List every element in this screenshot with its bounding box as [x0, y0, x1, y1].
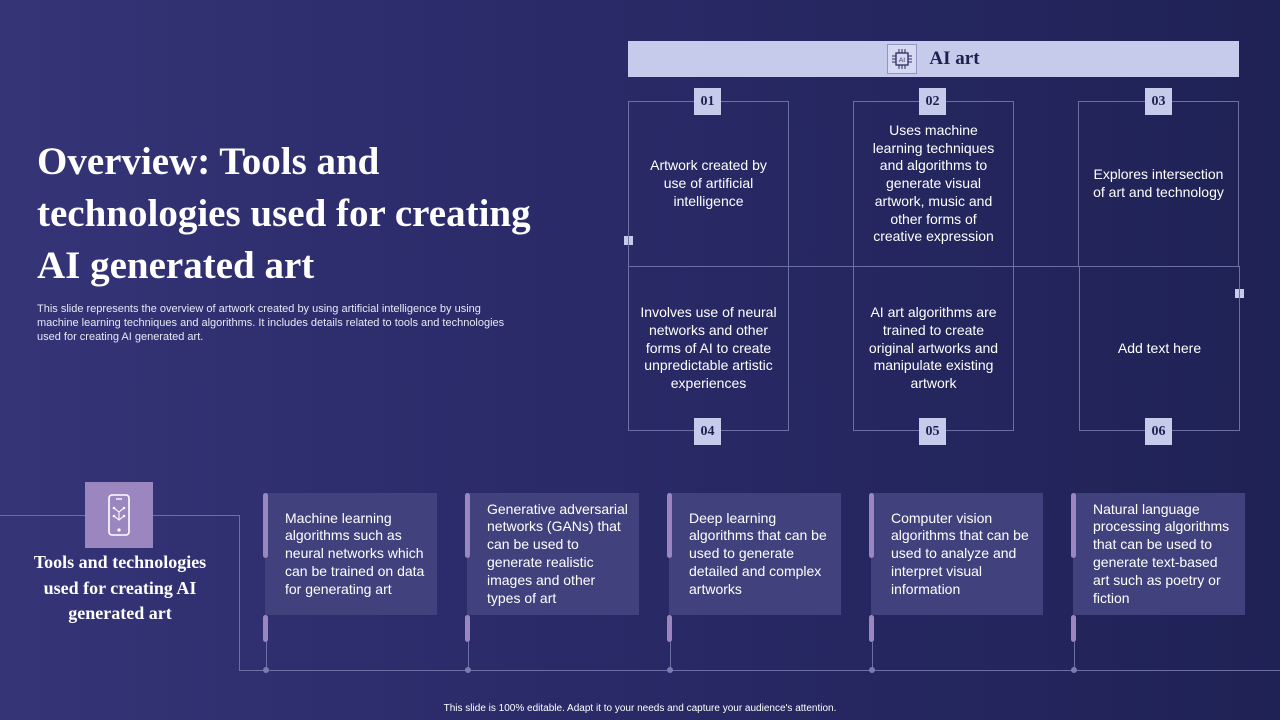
cell-number-badge: 03 [1145, 88, 1172, 115]
cell-number-badge: 05 [919, 418, 946, 445]
ai-art-cell-3 [1078, 101, 1239, 267]
timeline-dot [263, 667, 269, 673]
card-stem [872, 642, 873, 670]
ai-art-cell-text: Involves use of neural networks and other forms of AI to create unpredictable artistic experiences [640, 304, 777, 392]
ai-art-cell-5 [853, 266, 1014, 431]
tool-card-text: Natural language processing algorithms that can be used to generate text-based art such as poetry or fiction [1093, 500, 1230, 606]
card-accent-bar [1071, 615, 1076, 642]
tool-card-2 [467, 493, 639, 615]
timeline-dot [667, 667, 673, 673]
timeline-dot [869, 667, 875, 673]
svg-text:AI: AI [899, 57, 906, 64]
tool-card-text: Machine learning algorithms such as neural networks which can be trained on data for generating art [285, 509, 425, 597]
card-stem [266, 642, 267, 670]
card-stem [670, 642, 671, 670]
page-subtitle: This slide represents the overview of artwork created by using artificial intelligence by using machine learning techniques and algorithms. It includes details related to tools and technologies used for creating AI generated art. [37, 303, 505, 343]
tool-card-text: Computer vision algorithms that can be used to analyze and interpret visual information [891, 509, 1029, 597]
ai-art-cell-text: AI art algorithms are trained to create original artworks and manipulate existing artwork [868, 304, 999, 392]
card-accent-bar [667, 615, 672, 642]
ai-art-cell-text: Artwork created by use of artificial intelligence [650, 157, 767, 209]
tool-card-1 [265, 493, 437, 615]
card-accent-bar [667, 493, 672, 558]
card-accent-bar [869, 615, 874, 642]
card-stem [1074, 642, 1075, 670]
ai-art-cell-6 [1079, 266, 1240, 431]
ai-art-cell-text: Uses machine learning techniques and algorithms to generate visual artwork, music and other forms of creative expression [872, 121, 995, 245]
ai-art-cell-text: Add text here [1117, 339, 1202, 356]
cell-number-badge: 02 [919, 88, 946, 115]
tool-card-text: Deep learning algorithms that can be used to generate detailed and complex artworks [689, 509, 827, 597]
tool-card-5 [1073, 493, 1245, 615]
card-accent-bar [263, 493, 268, 558]
tool-card-4 [871, 493, 1043, 615]
ai-art-cell-text: Explores intersection of art and technology [1093, 166, 1224, 200]
ai-art-header-label: AI art [929, 48, 980, 69]
timeline-dot [1071, 667, 1077, 673]
ai-art-cell-4 [628, 266, 789, 431]
footer-note: This slide is 100% editable. Adapt it to your needs and capture your audience's attention. [443, 703, 837, 714]
cell-number-badge: 06 [1145, 418, 1172, 445]
tool-card-text: Generative adversarial networks (GANs) that can be used to generate realistic images and other types of art [487, 500, 628, 606]
cell-number-badge: 04 [694, 418, 721, 445]
ai-chip-icon [887, 44, 917, 74]
page-title: Overview: Tools and technologies used for creating AI generated art [37, 140, 531, 287]
card-accent-bar [1071, 493, 1076, 558]
tool-card-3 [669, 493, 841, 615]
card-stem [468, 642, 469, 670]
tools-timeline [239, 670, 1280, 671]
ai-art-cell-1 [628, 101, 789, 267]
tools-connector-drop [239, 515, 240, 670]
card-accent-bar [465, 493, 470, 558]
ai-art-header [628, 41, 1239, 77]
timeline-dot [465, 667, 471, 673]
phone-circuit-icon [85, 482, 153, 548]
card-accent-bar [263, 615, 268, 642]
card-accent-bar [465, 615, 470, 642]
tools-section-title: Tools and technologies used for creating AI generated art [33, 552, 207, 623]
ai-art-cell-2 [853, 101, 1014, 267]
cell-number-badge: 01 [694, 88, 721, 115]
card-accent-bar [869, 493, 874, 558]
